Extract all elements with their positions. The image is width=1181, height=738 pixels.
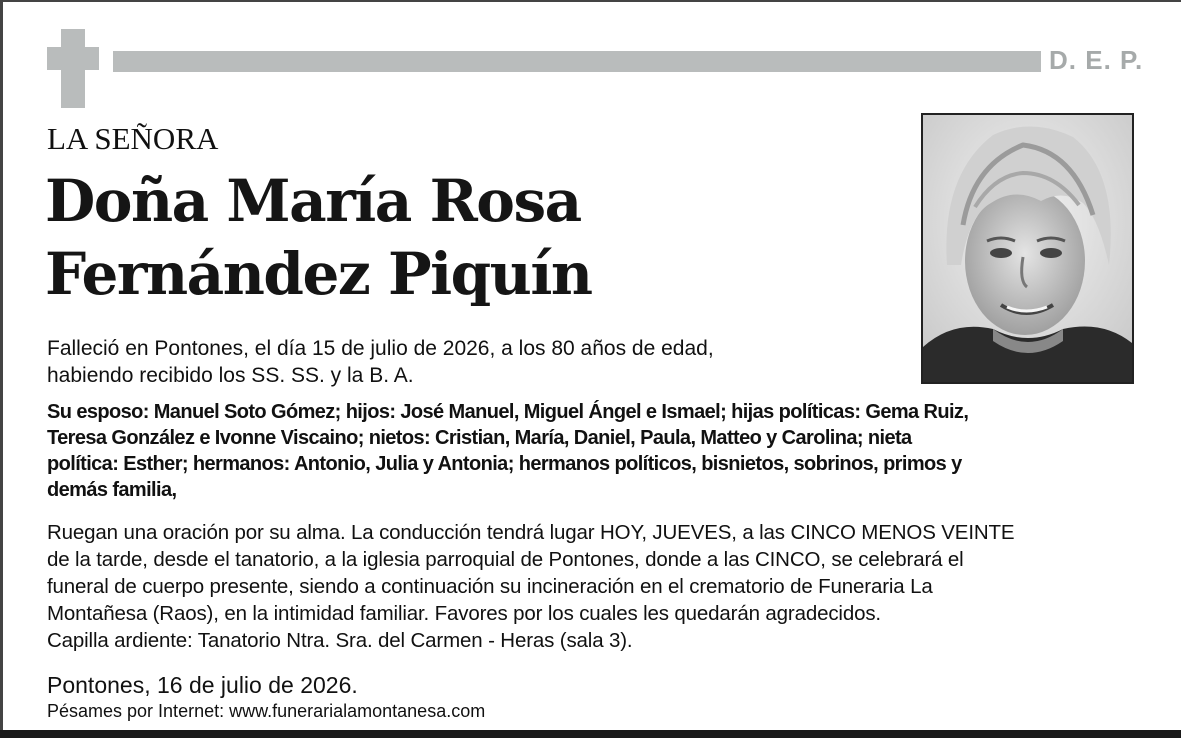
cross-horizontal-bar <box>47 47 99 70</box>
ceremony-line: funeral de cuerpo presente, siendo a continuación su incineración en el crematorio de Funeraria La <box>47 575 933 598</box>
family-line: Teresa González e Ivonne Viscaino; nietos: Cristian, María, Daniel, Paula, Matteo y Carolina; nieta <box>47 427 912 449</box>
family-line: Su esposo: Manuel Soto Gómez; hijos: José Manuel, Miguel Ángel e Ismael; hijas políticas: Gema Ruiz, <box>47 401 969 423</box>
death-notice <box>47 335 907 389</box>
family-list <box>47 399 1137 503</box>
deceased-name <box>45 165 592 311</box>
portrait-photo <box>921 113 1134 384</box>
chapel-line: Capilla ardiente: Tanatorio Ntra. Sra. del Carmen - Heras (sala 3). <box>47 629 633 652</box>
header-rule <box>113 51 1041 72</box>
death-notice-line: habiendo recibido los SS. SS. y la B. A. <box>47 364 414 387</box>
ceremony-line: de la tarde, desde el tanatorio, a la iglesia parroquial de Pontones, donde a las CINCO, se celebrará el <box>47 548 964 571</box>
condolences-website: Pésames por Internet: www.funerarialamontanesa.com <box>47 701 486 721</box>
ceremony-line: Montañesa (Raos), en la intimidad familiar. Favores por los cuales les quedarán agradecidos. <box>47 602 881 625</box>
portrait-illustration <box>923 115 1132 382</box>
dep-label: D. E. P. <box>1049 45 1144 75</box>
name-line: Doña María Rosa <box>45 167 581 235</box>
dateline: Pontones, 16 de julio de 2026. <box>47 672 358 698</box>
family-line: política: Esther; hermanos: Antonio, Julia y Antonia; hermanos políticos, bisnietos, sobrinos, primos y <box>47 453 962 475</box>
name-line: Fernández Piquín <box>45 240 592 308</box>
family-line: demás familia, <box>47 479 177 501</box>
ceremony-details <box>47 519 1147 654</box>
bottom-rule <box>0 730 1181 738</box>
ceremony-line: Ruegan una oración por su alma. La conducción tendrá lugar HOY, JUEVES, a las CINCO MENOS VEINTE <box>47 521 1015 544</box>
death-notice-line: Falleció en Pontones, el día 15 de julio de 2026, a los 80 años de edad, <box>47 337 714 360</box>
honorific: LA SEÑORA <box>47 121 219 156</box>
